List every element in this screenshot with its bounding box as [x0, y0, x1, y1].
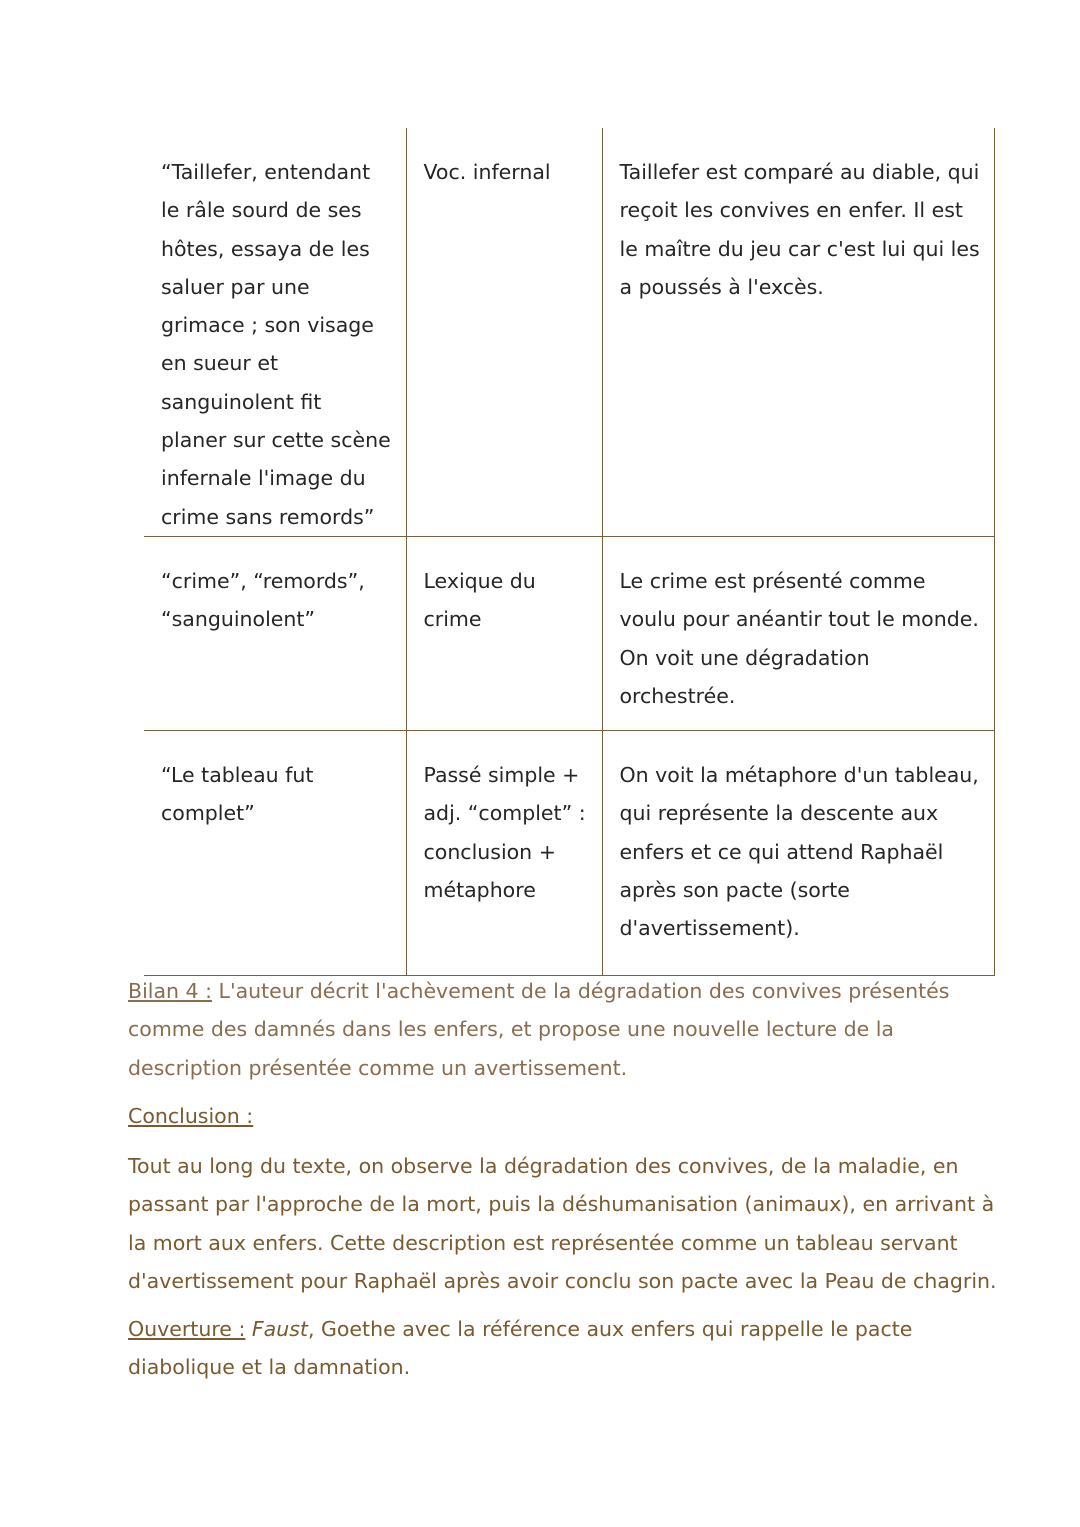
- table-row: [144, 536, 994, 730]
- table-row: [144, 730, 994, 975]
- analysis-table: [144, 128, 995, 976]
- technique-cell: Passé simple + adj. “complet” : conclusion + métaphore: [406, 730, 602, 975]
- technique-cell: Lexique du crime: [406, 536, 602, 730]
- quote-cell: “Le tableau fut complet”: [144, 730, 406, 975]
- interpretation-cell: Taillefer est comparé au diable, qui reçoit les convives en enfer. Il est le maître du jeu car c'est lui qui les a poussés à l'excès.: [602, 128, 994, 536]
- bilan-paragraph: [128, 972, 958, 1087]
- ouverture-work-title: Faust: [251, 1317, 308, 1341]
- bilan-text: L'auteur décrit l'achèvement de la dégradation des convives présentés comme des damnés dans les enfers, et propose une nouvelle lecture de la description présentée comme un avertissement.: [128, 979, 950, 1080]
- conclusion-paragraph: Tout au long du texte, on observe la dégradation des convives, de la maladie, en passant par l'approche de la mort, puis la déshumanisation (animaux), en arrivant à la mort aux enfers. Cette description est représentée comme un tableau servant d'avertissement pour Raphaël après avoir conclu son pacte avec la Peau de chagrin.: [128, 1154, 997, 1293]
- bilan-label: Bilan 4 :: [128, 979, 212, 1003]
- ouverture-paragraph: [128, 1310, 1008, 1387]
- quote-cell: “crime”, “remords”, “sanguinolent”: [144, 536, 406, 730]
- ouverture-text: , Goethe avec la référence aux enfers qui rappelle le pacte diabolique et la damnation.: [128, 1317, 913, 1380]
- technique-cell: Voc. infernal: [406, 128, 602, 536]
- conclusion-heading: [128, 1097, 253, 1135]
- table-row: [144, 128, 994, 536]
- ouverture-label: Ouverture :: [128, 1317, 246, 1341]
- conclusion-label: Conclusion :: [128, 1104, 254, 1128]
- interpretation-cell: Le crime est présenté comme voulu pour anéantir tout le monde. On voit une dégradation orchestrée.: [602, 536, 994, 730]
- quote-cell: “Taillefer, entendant le râle sourd de ses hôtes, essaya de les saluer par une grimace ; son visage en sueur et sanguinolent fit planer sur cette scène infernale l'image du crime sans remords”: [144, 128, 406, 536]
- interpretation-cell: On voit la métaphore d'un tableau, qui représente la descente aux enfers et ce qui attend Raphaël après son pacte (sorte d'avertissement).: [602, 730, 994, 975]
